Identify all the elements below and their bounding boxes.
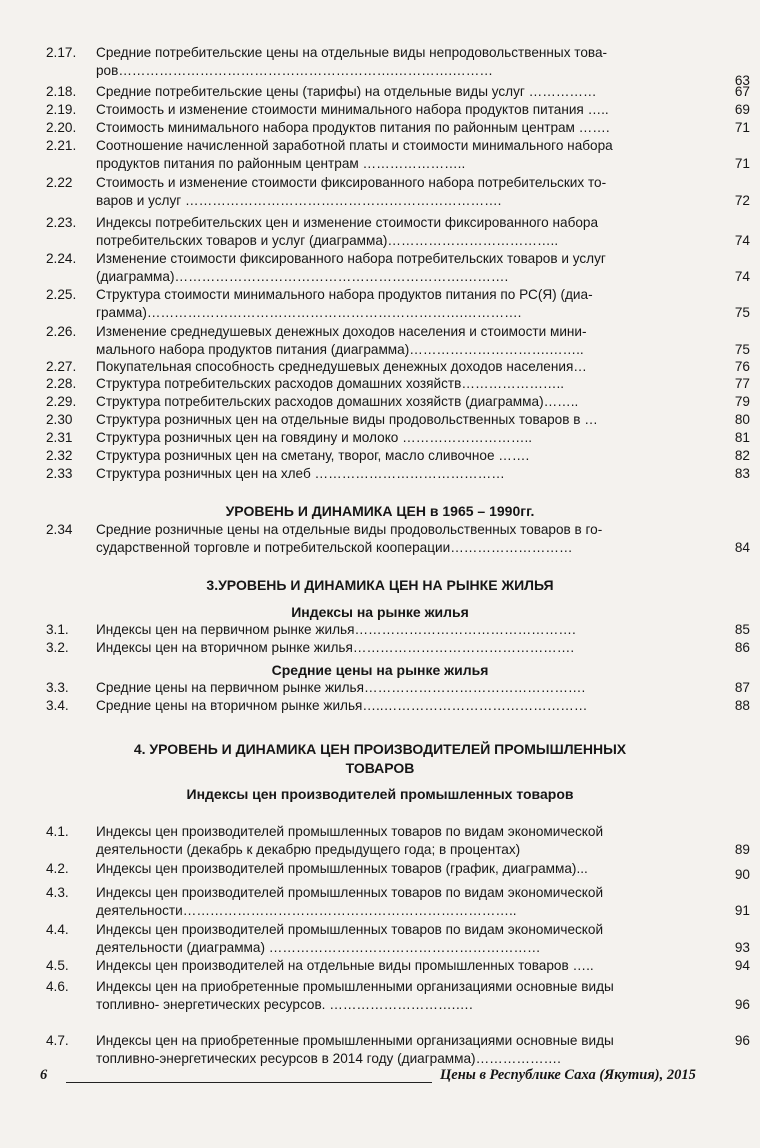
toc-entry-title xyxy=(96,639,704,657)
section-heading-producers-line1: 4. УРОВЕНЬ И ДИНАМИКА ЦЕН ПРОИЗВОДИТЕЛЕЙ ПРОМЫШЛЕННЫХ xyxy=(133,741,627,757)
toc-entry-title xyxy=(96,393,704,411)
toc-entry-page-number: 63 xyxy=(734,73,750,88)
toc-entry-number: 2.32 xyxy=(46,448,73,463)
toc-entry-title xyxy=(96,621,704,639)
toc-entry-title-line: Индексы цен на приобретенные промышленными организациями основные виды xyxy=(96,979,614,994)
toc-entry-number: 2.21. xyxy=(46,138,77,153)
toc-entry-title xyxy=(96,44,704,80)
toc-entry-title xyxy=(96,119,704,137)
toc-entry-number: 4.5. xyxy=(46,958,69,973)
footer-rule xyxy=(66,1082,432,1083)
toc-entry-title-line: Индексы цен на вторичном рынке жилья…………………………………………. xyxy=(96,640,575,655)
toc-entry-title xyxy=(96,1032,704,1068)
toc-entry-title-line: Стоимость и изменение стоимости минимального набора продуктов питания ….. xyxy=(96,102,609,117)
toc-entry-title-line: Индексы цен на первичном рынке жилья…………………………………………. xyxy=(96,622,576,637)
toc-entry-number: 2.27. xyxy=(46,359,77,374)
toc-entry-title xyxy=(96,521,704,557)
toc-entry-title xyxy=(96,411,704,429)
toc-entry-title-line: мального набора продуктов питания (диаграмма)………………………….…….. xyxy=(96,342,584,357)
toc-entry-number: 2.25. xyxy=(46,287,77,302)
toc-entry-title-line: Стоимость и изменение стоимости фиксированного набора потребительских то- xyxy=(96,175,607,190)
toc-entry-title-line: Структура стоимости минимального набора продуктов питания по РС(Я) (диа- xyxy=(96,287,593,302)
toc-entry-page-number: 86 xyxy=(734,640,750,655)
toc-entry-title-line: Изменение стоимости фиксированного набора потребительских товаров и услуг xyxy=(96,251,606,266)
toc-entry-number: 2.17. xyxy=(46,45,77,60)
subheading-housing-prices: Средние цены на рынке жилья xyxy=(271,662,489,678)
toc-entry-number: 3.4. xyxy=(46,698,69,713)
toc-entry-number: 4.2. xyxy=(46,861,69,876)
toc-entry-number: 4.1. xyxy=(46,824,69,839)
toc-entry-number: 2.30 xyxy=(46,412,73,427)
toc-entry-number: 2.18. xyxy=(46,84,77,99)
toc-entry-title-line: Индексы цен на приобретенные промышленными организациями основные виды xyxy=(96,1033,614,1048)
toc-entry-title-line: грамма)…………………………………………………………….…………. xyxy=(96,305,522,320)
toc-entry-number: 2.31 xyxy=(46,430,73,445)
toc-entry-title xyxy=(96,697,704,715)
toc-entry-title xyxy=(96,101,704,119)
page-footer xyxy=(0,1064,760,1088)
toc-entry-page-number: 96 xyxy=(734,1033,750,1048)
toc-entry-title-line: сударственной торговле и потребительской кооперации……………………… xyxy=(96,540,573,555)
toc-entry-page-number: 87 xyxy=(734,680,750,695)
toc-entry-title-line: Индексы цен производителей промышленных товаров по видам экономической xyxy=(96,824,604,839)
toc-entry-page-number: 74 xyxy=(734,233,750,248)
toc-entry-title-line: деятельности (диаграмма) …………………………………………………… xyxy=(96,940,541,955)
toc-entry-page-number: 77 xyxy=(734,376,750,391)
toc-entry-title-line: Структура розничных цен на хлеб …………………………………… xyxy=(96,466,505,481)
toc-entry-title-line: Средние потребительские цены на отдельные виды непродовольственных това- xyxy=(96,45,608,60)
section-heading-producers-line2: ТОВАРОВ xyxy=(345,760,415,776)
toc-entry-title xyxy=(96,83,704,101)
section-heading-housing: 3.УРОВЕНЬ И ДИНАМИКА ЦЕН НА РЫНКЕ ЖИЛЬЯ xyxy=(206,577,554,593)
toc-entry-number: 4.3. xyxy=(46,885,69,900)
toc-entry-number: 4.4. xyxy=(46,922,69,937)
toc-entry-title-line: (диаграмма)……………………………………………………….………. xyxy=(96,269,509,284)
toc-entry-title-line: Индексы потребительских цен и изменение стоимости фиксированного набора xyxy=(96,215,599,230)
toc-entry-title xyxy=(96,921,704,957)
toc-entry-page-number: 94 xyxy=(734,958,750,973)
toc-entry-title xyxy=(96,860,704,878)
section-heading-1965-1990: УРОВЕНЬ И ДИНАМИКА ЦЕН в 1965 – 1990гг. xyxy=(225,503,535,519)
toc-entry-title-line: Индексы цен производителей на отдельные виды промышленных товаров ….. xyxy=(96,958,594,973)
toc-entry-title-line: Структура розничных цен на отдельные виды продовольственных товаров в … xyxy=(96,412,598,427)
toc-entry-page-number: 80 xyxy=(734,412,750,427)
toc-entry-number: 2.24. xyxy=(46,251,77,266)
subheading-producer-indices: Индексы цен производителей промышленных товаров xyxy=(186,786,574,802)
toc-entry-title-line: Структура потребительских расходов домашних хозяйств (диаграмма)…….. xyxy=(96,394,579,409)
footer-page-number: 6 xyxy=(40,1067,48,1083)
toc-entry-title xyxy=(96,323,704,359)
toc-entry-number: 2.34 xyxy=(46,522,73,537)
toc-entry-number: 3.2. xyxy=(46,640,69,655)
toc-entry-page-number: 79 xyxy=(734,394,750,409)
toc-entry-page-number: 71 xyxy=(734,120,750,135)
toc-entry-page-number: 83 xyxy=(734,466,750,481)
toc-entry-title-line: варов и услуг ……………………………………………………………. xyxy=(96,193,502,208)
toc-entry-title-line: топливно- энергетических ресурсов. ……………………….…. xyxy=(96,997,473,1012)
toc-entry-page-number: 85 xyxy=(734,622,750,637)
toc-entry-title-line: Структура розничных цен на говядину и молоко ……………………….. xyxy=(96,430,533,445)
toc-entry-page-number: 67 xyxy=(734,84,750,99)
toc-entry-title-line: Изменение среднедушевых денежных доходов населения и стоимости мини- xyxy=(96,324,587,339)
toc-entry-number: 2.23. xyxy=(46,215,77,230)
toc-entry-title xyxy=(96,447,704,465)
footer-title: Цены в Республике Саха (Якутия), 2015 xyxy=(440,1067,696,1083)
toc-entry-page-number: 90 xyxy=(734,867,750,882)
toc-entry-page-number: 84 xyxy=(734,540,750,555)
toc-entry-title xyxy=(96,884,704,920)
toc-entry-page-number: 81 xyxy=(734,430,750,445)
toc-entry-number: 4.6. xyxy=(46,979,69,994)
toc-entry-title xyxy=(96,429,704,447)
toc-entry-title xyxy=(96,823,704,859)
toc-entry-page-number: 82 xyxy=(734,448,750,463)
toc-entry-page-number: 72 xyxy=(734,193,750,208)
toc-entry-number: 3.3. xyxy=(46,680,69,695)
toc-entry-number: 2.22 xyxy=(46,175,73,190)
toc-entry-title-line: деятельности……………………………………………………………….. xyxy=(96,903,517,918)
toc-entry-title-line: Средние цены на вторичном рынке жилья…..……………………………………… xyxy=(96,698,588,713)
toc-entry-title xyxy=(96,358,704,376)
toc-entry-page-number: 74 xyxy=(734,269,750,284)
toc-entry-number: 2.26. xyxy=(46,324,77,339)
toc-entry-title xyxy=(96,214,704,250)
toc-entry-number: 2.29. xyxy=(46,394,77,409)
toc-entry-page-number: 75 xyxy=(734,305,750,320)
toc-entry-title xyxy=(96,465,704,483)
toc-entry-number: 2.19. xyxy=(46,102,77,117)
toc-entry-title-line: Индексы цен производителей промышленных товаров по видам экономической xyxy=(96,885,604,900)
toc-entry-title-line: Индексы цен производителей промышленных товаров (график, диаграмма)... xyxy=(96,861,588,876)
toc-entry-title-line: Покупательная способность среднедушевых денежных доходов населения… xyxy=(96,359,587,374)
toc-entry-title-line: Индексы цен производителей промышленных товаров по видам экономической xyxy=(96,922,604,937)
toc-entry-number: 2.28. xyxy=(46,376,77,391)
toc-entry-page-number: 75 xyxy=(734,342,750,357)
toc-entry-title xyxy=(96,286,704,322)
toc-entry-title-line: продуктов питания по районным центрам ………………….. xyxy=(96,156,466,171)
toc-entry-title-line: Структура розничных цен на сметану, творог, масло сливочное ……. xyxy=(96,448,530,463)
toc-entry-title-line: Средние потребительские цены (тарифы) на отдельные виды услуг …………… xyxy=(96,84,597,99)
toc-entry-page-number: 69 xyxy=(734,102,750,117)
toc-entry-number: 2.20. xyxy=(46,120,77,135)
toc-entry-title-line: Соотношение начисленной заработной платы и стоимости минимального набора xyxy=(96,138,613,153)
toc-entry-title-line: Средние цены на первичном рынке жилья…………………………………………. xyxy=(96,680,586,695)
toc-entry-title-line: Средние розничные цены на отдельные виды продовольственных товаров в го- xyxy=(96,522,603,537)
toc-entry-title xyxy=(96,978,704,1014)
subheading-housing-indices: Индексы на рынке жилья xyxy=(291,604,469,620)
toc-entry-page-number: 88 xyxy=(734,698,750,713)
toc-entry-title xyxy=(96,137,704,173)
toc-entry-title xyxy=(96,957,704,975)
toc-entry-title-line: Структура потребительских расходов домашних хозяйств………………….. xyxy=(96,376,565,391)
toc-entry-number: 4.7. xyxy=(46,1033,69,1048)
toc-entry-title-line: ров…………………………………………………….………….……… xyxy=(96,63,493,78)
toc-entry-title-line: топливно-энергетических ресурсов в 2014 году (диаграмма)………………. xyxy=(96,1051,561,1066)
toc-entry-title-line: Стоимость минимального набора продуктов питания по районным центрам ……. xyxy=(96,120,610,135)
toc-entry-title xyxy=(96,679,704,697)
toc-entry-page-number: 76 xyxy=(734,359,750,374)
toc-entry-page-number: 96 xyxy=(734,997,750,1012)
toc-entry-page-number: 91 xyxy=(734,903,750,918)
toc-entry-page-number: 89 xyxy=(734,842,750,857)
toc-entry-page-number: 93 xyxy=(734,940,750,955)
toc-entry-title-line: потребительских товаров и услуг (диаграмма)……………………………….. xyxy=(96,233,559,248)
toc-entry-title-line: деятельности (декабрь к декабрю предыдущего года; в процентах) xyxy=(96,842,521,857)
toc-entry-title xyxy=(96,250,704,286)
toc-entry-title xyxy=(96,375,704,393)
toc-entry-number: 2.33 xyxy=(46,466,73,481)
toc-entry-title xyxy=(96,174,704,210)
toc-entry-page-number: 71 xyxy=(734,156,750,171)
toc-entry-number: 3.1. xyxy=(46,622,69,637)
